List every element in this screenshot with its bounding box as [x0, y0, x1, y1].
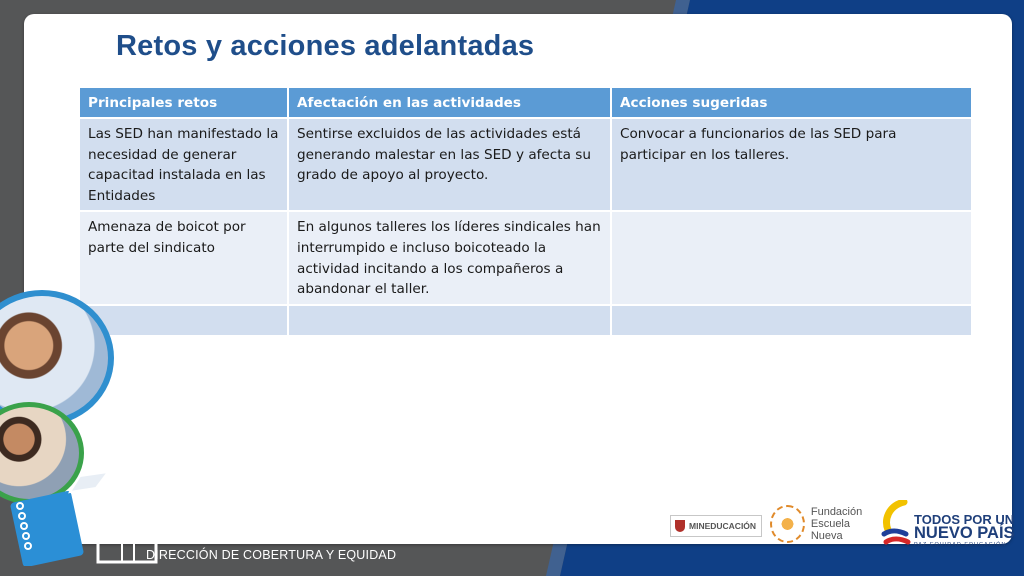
fundacion-escuela-nueva-logo — [770, 502, 878, 546]
table-cell — [288, 305, 611, 335]
header-principales-retos: Principales retos — [80, 88, 288, 118]
table-cell: En algunos talleres los líderes sindicales han interrumpido e incluso boicoteado la actividad incitando a los compañeros a abandonar el taller. — [288, 211, 611, 304]
table-cell: Sentirse excluidos de las actividades está generando malestar en las SED y afecta su grado de apoyo al proyecto. — [288, 118, 611, 211]
mineducacion-logo — [670, 515, 762, 537]
table-cell — [611, 305, 972, 335]
tpn-line1: TODOS POR UN — [914, 512, 1015, 527]
table-cell: Las SED han manifestado la necesidad de generar capacitad instalada en las Entidades — [80, 118, 288, 211]
colombia-flag-mark-icon — [880, 500, 912, 546]
school-notebook-icon — [10, 462, 160, 566]
table-cell: Convocar a funcionarios de las SED para participar en los talleres. — [611, 118, 972, 211]
slide-title: Retos y acciones adelantadas — [116, 30, 535, 62]
table-cell — [611, 211, 972, 304]
mineducacion-label: MINEDUCACIÓN — [689, 521, 757, 531]
coat-of-arms-icon — [675, 520, 685, 532]
tpn-tagline: PAZ EQUIDAD EDUCACIÓN — [914, 542, 1007, 548]
fundacion-label: Fundación Escuela Nueva — [810, 506, 863, 542]
header-afectacion: Afectación en las actividades — [288, 88, 611, 118]
table-row-empty — [80, 305, 972, 335]
table-cell — [80, 305, 288, 335]
tpn-line2: NUEVO PAÍS — [914, 524, 1015, 542]
escuela-nueva-seal-icon — [770, 505, 805, 543]
footer-department: DIRECCIÓN DE COBERTURA Y EQUIDAD — [146, 548, 397, 562]
table-header-row — [80, 88, 972, 118]
table-cell: Amenaza de boicot por parte del sindicato — [80, 211, 288, 304]
header-acciones-sugeridas: Acciones sugeridas — [611, 88, 972, 118]
table-row — [80, 211, 972, 304]
table-row — [80, 118, 972, 211]
challenges-table — [80, 88, 973, 335]
todos-por-un-nuevo-pais-logo — [880, 498, 1015, 550]
